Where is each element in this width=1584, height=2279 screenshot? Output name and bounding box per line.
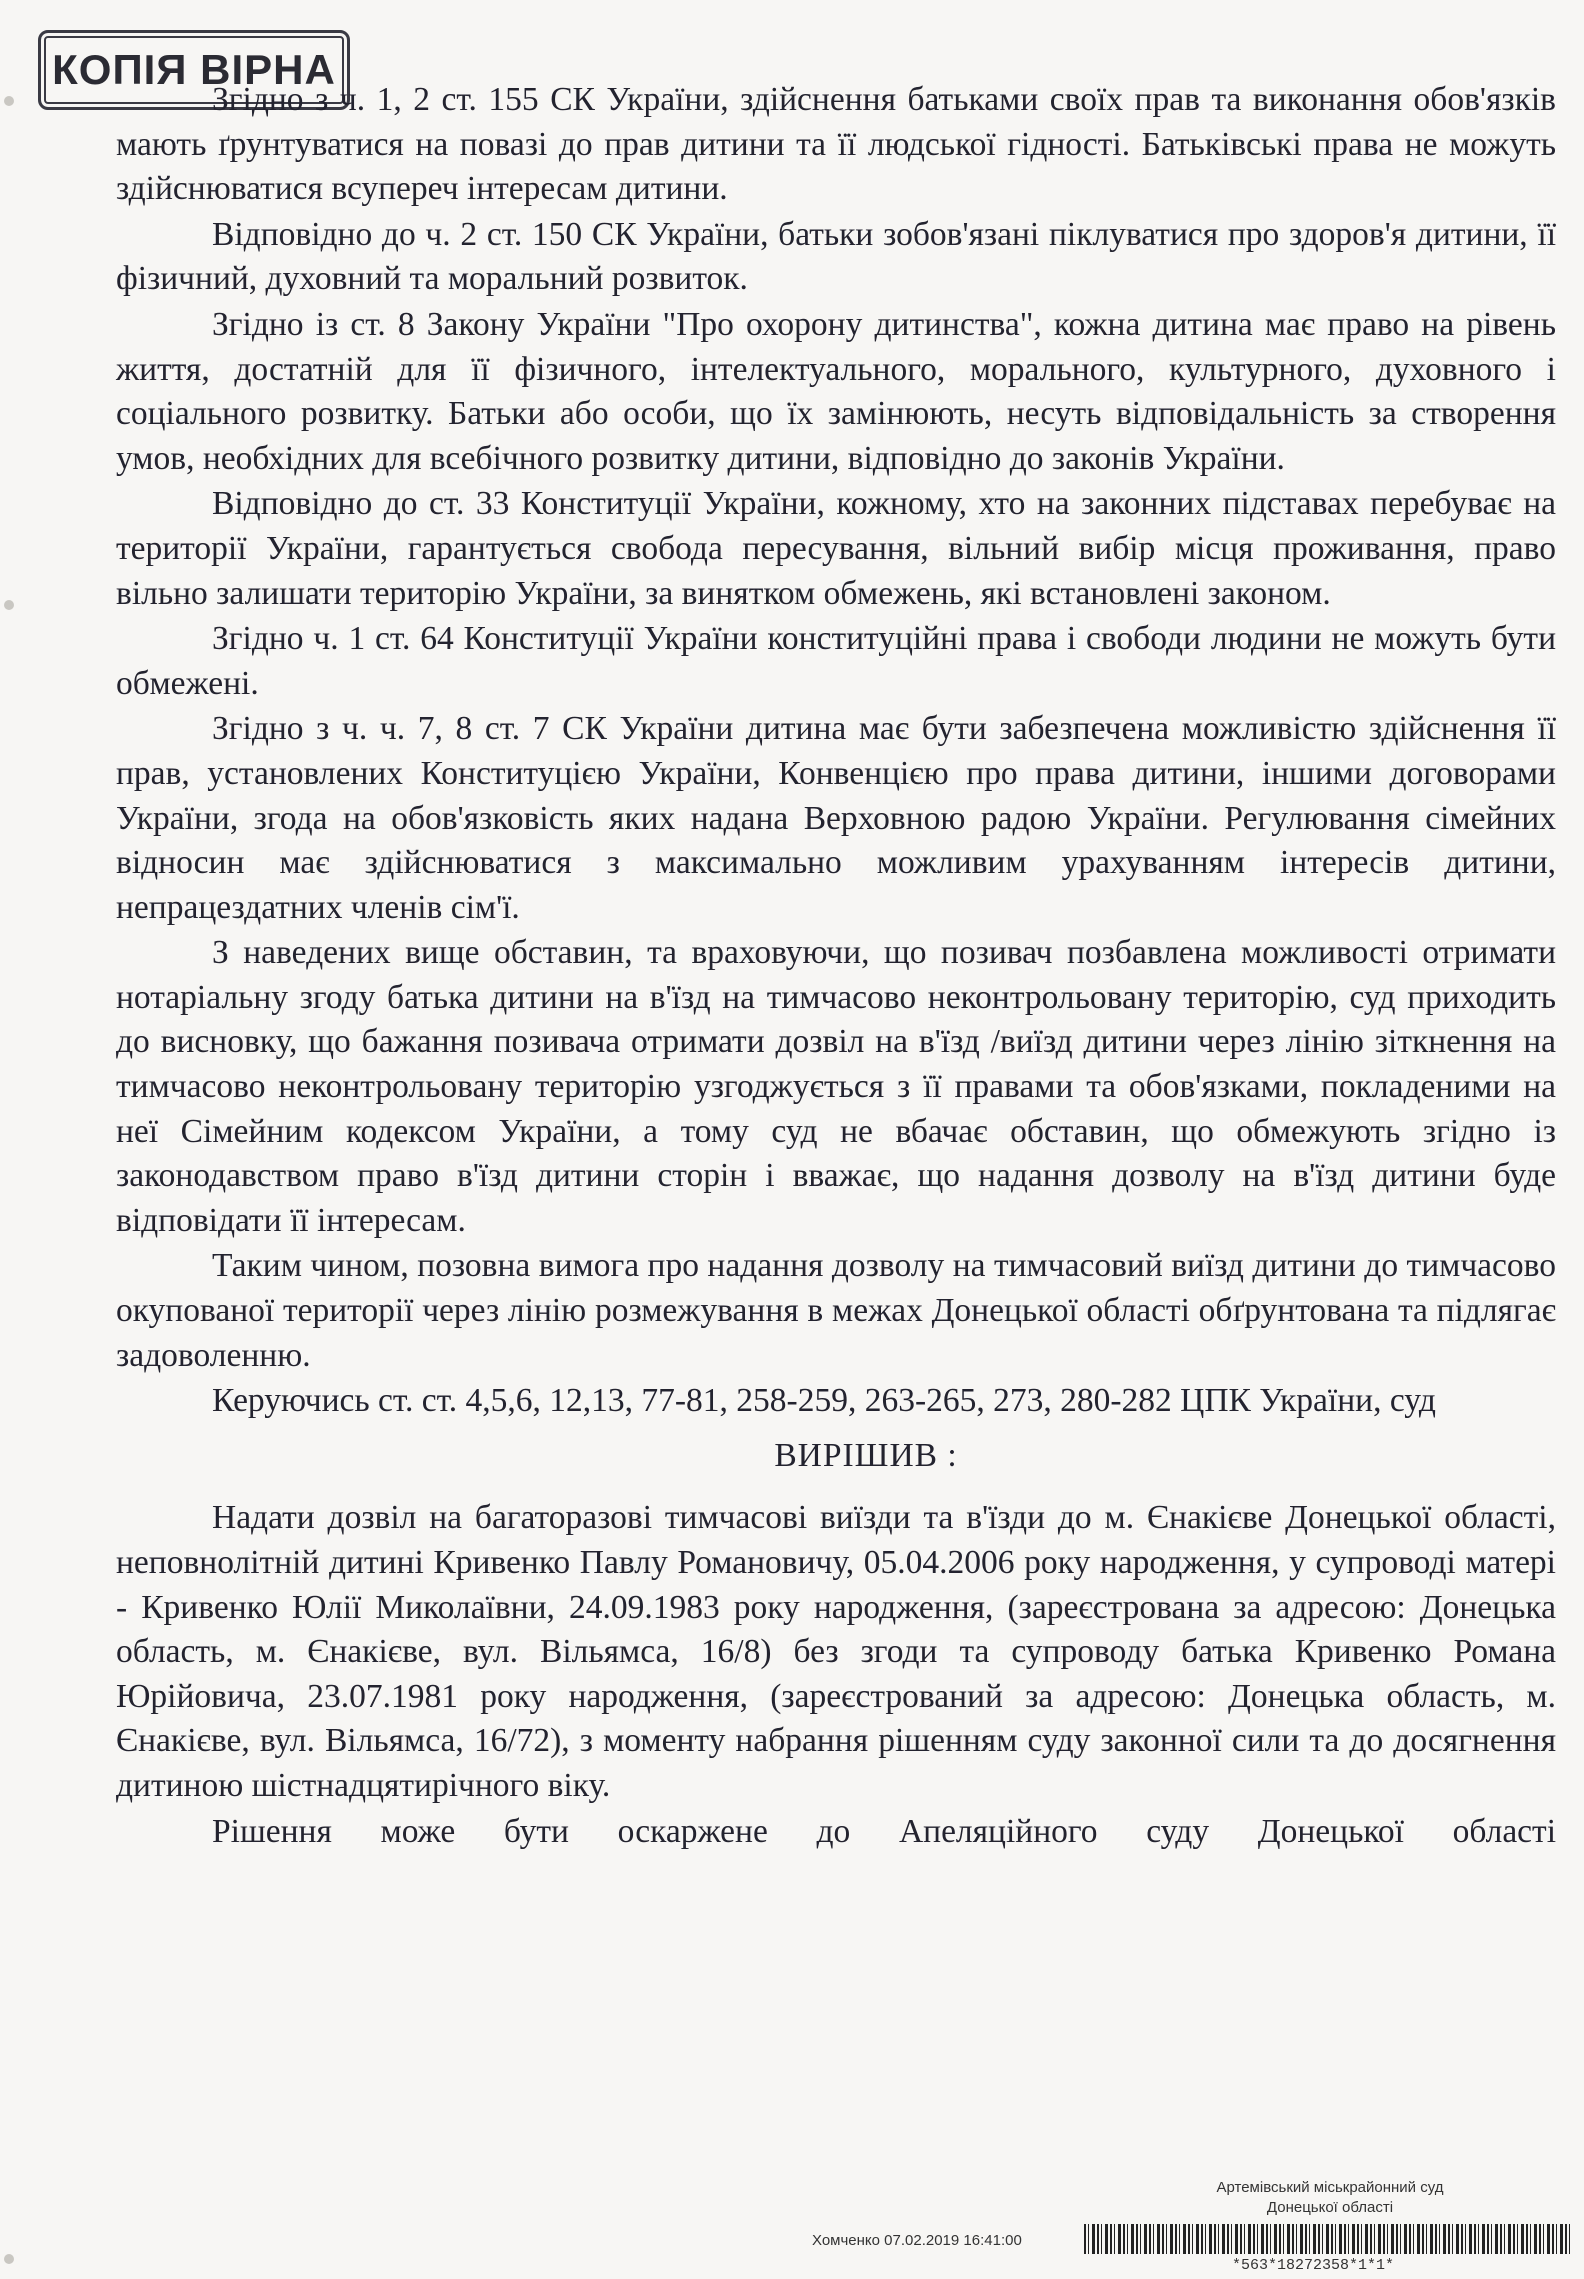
document-body — [116, 78, 1556, 1855]
decision-paragraph: Надати дозвіл на багаторазові тимчасові виїзди та в'їзди до м. Єнакієве Донецької області, неповнолітній дитині Кривенко Павлу Романовичу, 05.04.2006 року народження, у супроводі матері - Кривенко Юлії Миколаївни, 24.09.1983 року народження, (зареєстрована за адресою: Донецька область, м. Єнакієве, вул. Вільямса, 16/8) без згоди та супроводу батька Кривенко Романа Юрійовича, 23.07.1981 року народження, (зареєстрований за адресою: Донецька область, м. Єнакієве, вул. Вільямса, 16/72), з моменту набрання рішенням суду законної сили та до досягнення дитиною шістнадцятирічного віку. — [116, 1499, 1556, 1804]
punch-hole-mark — [4, 600, 14, 610]
paragraph: Згідно з ч. 1, 2 ст. 155 СК України, здійснення батьками своїх прав та виконання обов'язків мають ґрунтуватися на повазі до прав дитини та її людської гідності. Батьківські права не можуть здійснюватися всупереч інтересам дитини. — [116, 81, 1556, 208]
paragraph: Згідно із ст. 8 Закону України "Про охорону дитинства", кожна дитина має право на рівень життя, достатній для її фізичного, інтелектуального, морального, культурного, духовного і соціального розвитку. Батьки або особи, що їх замінюють, несуть відповідальність за створення умов, необхідних для всебічного розвитку дитини, відповідно до законів України. — [116, 305, 1556, 477]
paragraph: Відповідно до ст. 33 Конституції України, кожному, хто на законних підставах перебуває на території України, гарантується свобода пересування, вільний вибір місця проживання, право вільно залишати територію України, за винятком обмежень, які встановлені законом. — [116, 485, 1556, 612]
signature-timestamp: Хомченко 07.02.2019 16:41:00 — [812, 2232, 1022, 2249]
barcode-number: *563*18272358*1*1* — [1232, 2257, 1395, 2274]
court-name-line: Артемівський міськрайонний суд — [1216, 2179, 1444, 2196]
paragraph: Керуючись ст. ст. 4,5,6, 12,13, 77-81, 258-259, 263-265, 273, 280-282 ЦПК України, суд — [212, 1382, 1436, 1420]
punch-hole-mark — [4, 96, 14, 106]
court-region-line: Донецької області — [1266, 2199, 1394, 2216]
paragraph: Згідно з ч. ч. 7, 8 ст. 7 СК України дитина має бути забезпечена можливістю здійснення її прав, установлених Конституцією України, Конвенцією про права дитини, іншими договорами України, згода на обов'язковість яких надана Верховною радою України. Регулювання сімейних відносин має здійснюватися з максимально можливим урахуванням інтересів дитини, непрацездатних членів сім'ї. — [116, 710, 1556, 926]
court-name-block — [1180, 2178, 1480, 2218]
paragraph: Таким чином, позовна вимога про надання дозволу на тимчасовий виїзд дитини до тимчасово окупованої території через лінію розмежування в межах Донецької області обґрунтована та підлягає задоволенню. — [116, 1247, 1556, 1374]
copy-certified-stamp: КОПІЯ ВІРНА — [38, 30, 350, 110]
barcode — [1084, 2224, 1570, 2254]
decision-heading: ВИРІШИВ : — [774, 1436, 958, 1474]
paragraph: Згідно ч. 1 ст. 64 Конституції України конституційні права і свободи людини не можуть бути обмежені. — [116, 620, 1556, 702]
paragraph: З наведених вище обставин, та враховуючи, що позивач позбавлена можливості отримати нотаріальну згоду батька дитини на в'їзд на тимчасово неконтрольовану територію, суд приходить до висновку, що бажання позивача отримати дозвіл на в'їзд /виїзд дитини через лінію зіткнення на тимчасово неконтрольовану територію узгоджується з її правами та обов'язками, покладеними на неї Сімейним кодексом України, а тому суд не вбачає обставин, що обмежують згідно із законодавством право в'їзд дитини сторін і вважає, що надання дозволу на в'їзд дитини буде відповідати її інтересам. — [116, 934, 1556, 1239]
paragraph: Відповідно до ч. 2 ст. 150 СК України, батьки зобов'язані піклуватися про здоров'я дитини, її фізичний, духовний та моральний розвиток. — [116, 215, 1556, 298]
decision-paragraph: Рішення може бути оскаржене до Апеляційного суду Донецької області — [212, 1812, 1556, 1850]
punch-hole-mark — [4, 2254, 14, 2264]
